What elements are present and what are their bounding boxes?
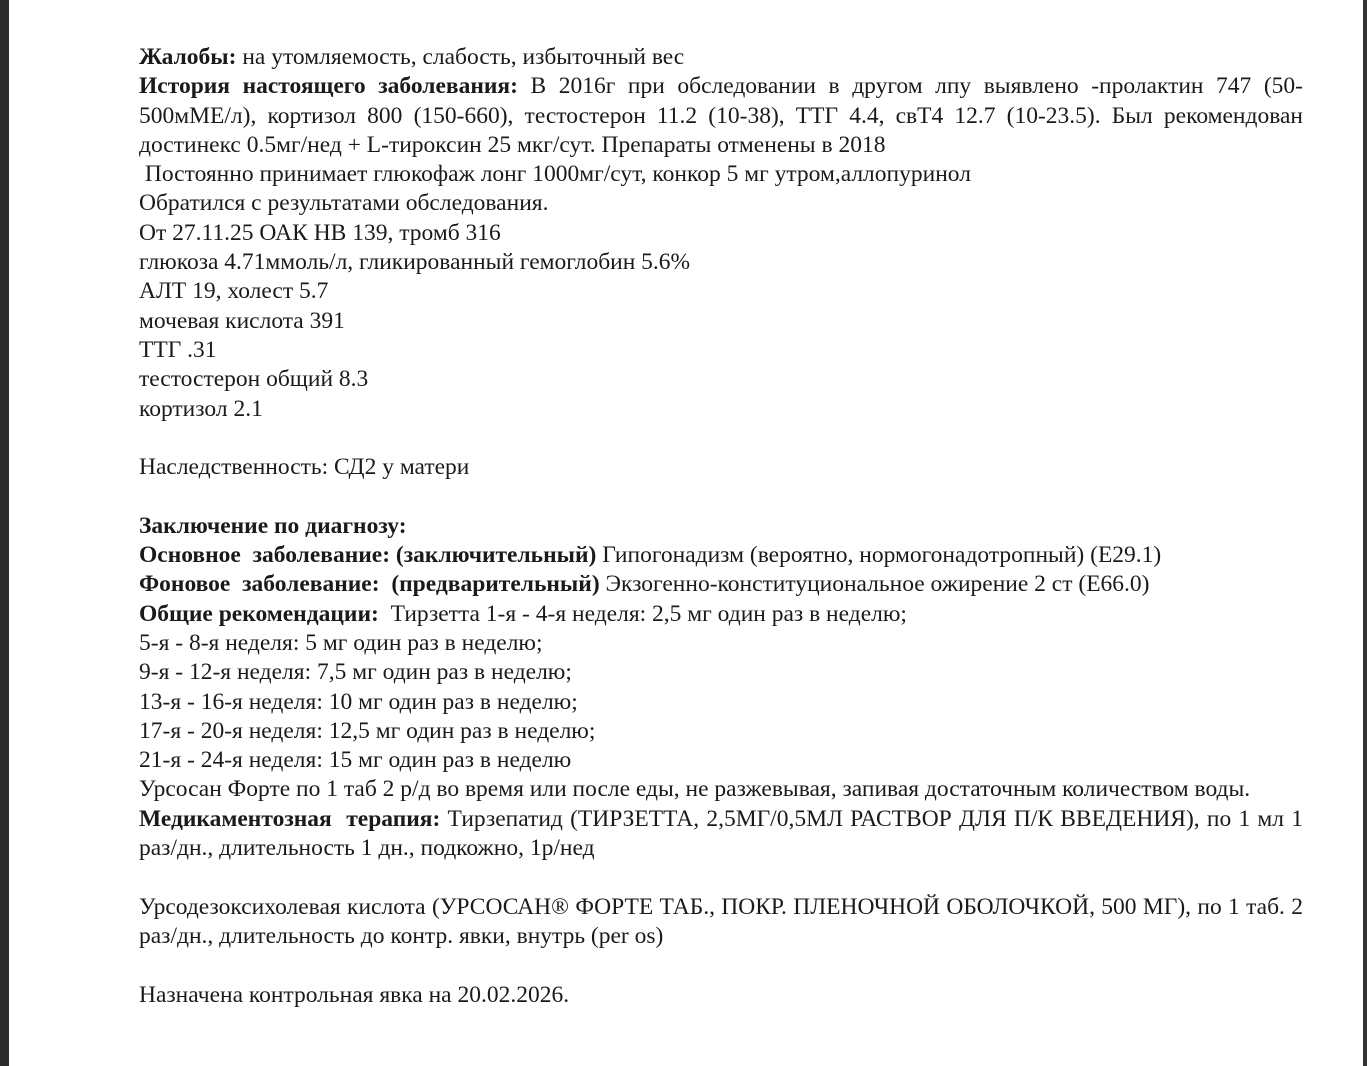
therapy-label: Медикаментозная терапия:: [139, 805, 441, 832]
viewer-right-edge: [1363, 0, 1367, 1066]
therapy-paragraph: [139, 805, 1303, 864]
main-disease-line: [139, 541, 1303, 570]
therapy-drug-2: Урсодезоксихолевая кислота (УРСОСАН® ФОРТЕ ТАБ., ПОКР. ПЛЕНОЧНОЙ ОБОЛОЧКОЙ, 500 МГ), по 1 таб. 2 раз/дн., длительность до контр. явки, внутрь (per os): [139, 893, 1303, 949]
recommendations-first-text: Тирзетта 1-я - 4-я неделя: 2,5 мг один раз в неделю;: [378, 600, 907, 627]
recommendations-line: [139, 600, 1303, 629]
heredity-line: Наследственность: СД2 у матери: [139, 454, 470, 481]
spacer: [139, 482, 1303, 511]
complaints-label: Жалобы:: [139, 44, 237, 70]
viewer-left-edge: [0, 0, 9, 1066]
spacer: [139, 863, 1303, 892]
main-disease-label: Основное заболевание: (заключительный): [139, 542, 597, 569]
diagnosis-title: Заключение по диагнозу:: [139, 512, 407, 539]
followup-line: Назначена контрольная явка на 20.02.2026.: [139, 981, 570, 1008]
history-line: мочевая кислота 391: [139, 307, 345, 334]
background-disease-line: [139, 570, 1303, 599]
recommendation-item: 17-я - 20-я неделя: 12,5 мг один раз в неделю;: [139, 717, 596, 744]
history-line: АЛТ 19, холест 5.7: [139, 278, 329, 305]
complaints-line: [139, 43, 1303, 72]
recommendation-item: 9-я - 12-я неделя: 7,5 мг один раз в неделю;: [139, 659, 572, 686]
spacer: [139, 424, 1303, 453]
background-disease-label: Фоновое заболевание: (предварительный): [139, 571, 600, 598]
therapy-drug-1: Тирзепатид (ТИРЗЕТТА, 2,5МГ/0,5МЛ РАСТВОР ДЛЯ П/К ВВЕДЕНИЯ), по 1 мл 1 раз/дн., длительность 1 дн., подкожно, 1р/нед: [139, 805, 1303, 862]
complaints-text: на утомляемость, слабость, избыточный вес: [236, 44, 685, 70]
history-line: От 27.11.25 ОАК НВ 139, тромб 316: [139, 219, 501, 246]
history-line: тестостерон общий 8.3: [139, 366, 369, 393]
history-line: глюкоза 4.71ммоль/л, гликированный гемоглобин 5.6%: [139, 249, 691, 276]
ursosan-recommendation: Урсосан Форте по 1 таб 2 р/д во время или после еды, не разжевывая, запивая достаточным количеством воды.: [139, 776, 1251, 803]
medical-document: [139, 43, 1303, 1010]
history-paragraph: [139, 72, 1303, 160]
background-disease-text: Экзогенно-конституциональное ожирение 2 ст (E66.0): [599, 571, 1150, 598]
history-line: Постоянно принимает глюкофаж лонг 1000мг/сут, конкор 5 мг утром,аллопуринол: [139, 161, 971, 188]
history-line: ТТГ .31: [139, 336, 217, 363]
recommendation-item: 5-я - 8-я неделя: 5 мг один раз в неделю;: [139, 629, 543, 656]
recommendations-label: Общие рекомендации:: [139, 600, 379, 627]
recommendation-item: 13-я - 16-я неделя: 10 мг один раз в неделю;: [139, 688, 578, 715]
history-text: В 2016г при обследовании в другом лпу выявлено -пролактин 747 (50-500мМЕ/л), кортизол 800 (150-660), тестостерон 11.2 (10-38), ТТГ 4.4, свТ4 12.7 (10-23.5). Был рекомендован достинекс 0.5мг/нед + L-тироксин 25 мкг/сут. Препараты отменены в 2018: [139, 73, 1304, 158]
recommendation-item: 21-я - 24-я неделя: 15 мг один раз в неделю: [139, 747, 572, 774]
main-disease-text: Гипогонадизм (вероятно, нормогонадотропный) (E29.1): [596, 542, 1162, 569]
history-label: История настоящего заболевания:: [139, 73, 518, 100]
spacer: [139, 951, 1303, 980]
history-line: Обратился с результатами обследования.: [139, 190, 549, 217]
history-line: кортизол 2.1: [139, 395, 263, 422]
